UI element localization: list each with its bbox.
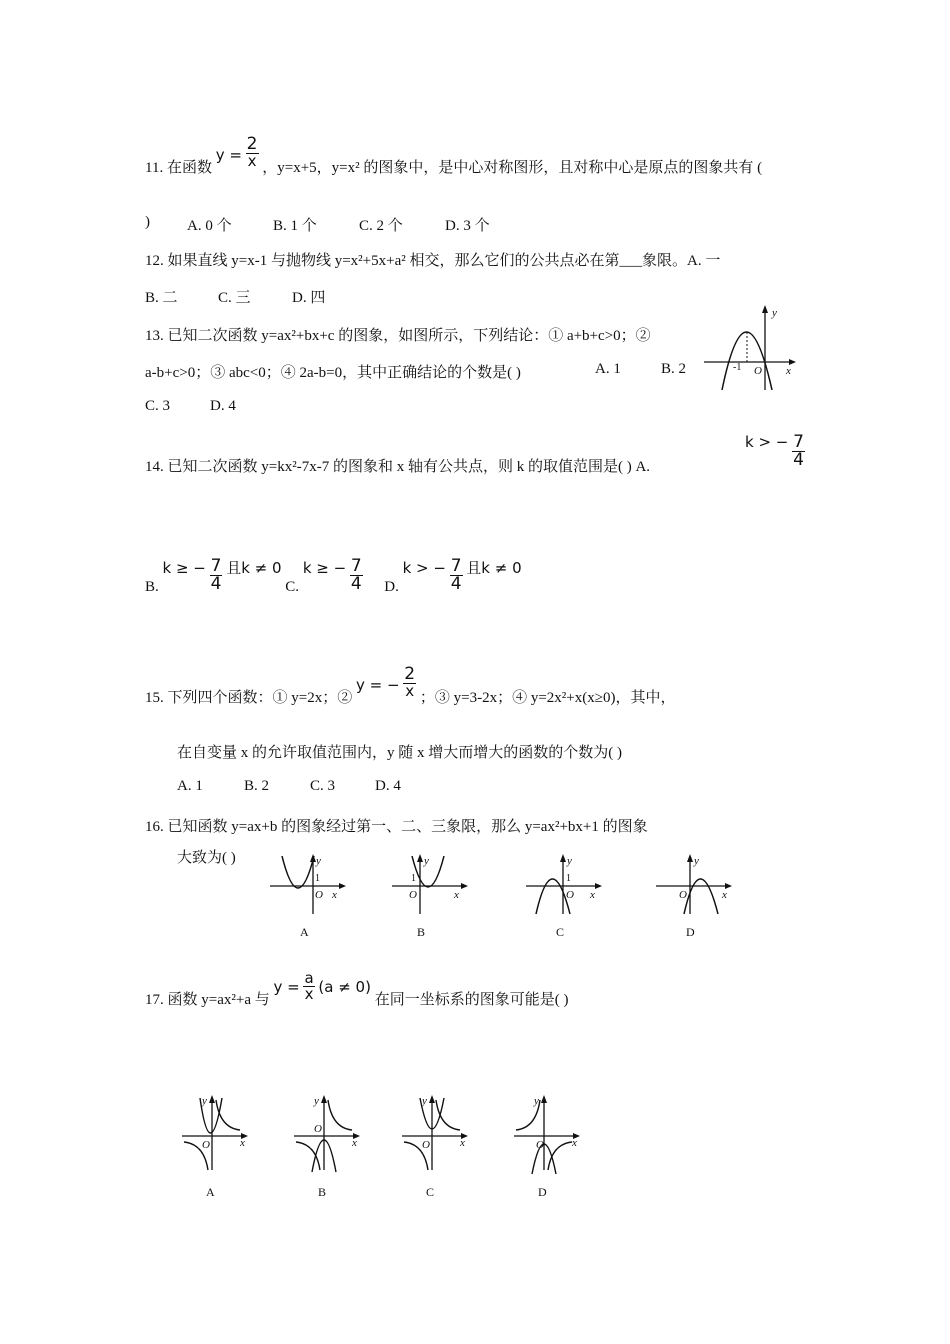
q13-line1: 13. 已知二次函数 y=ax²+bx+c 的图象，如图所示，下列结论：① a+b+c>0；② — [145, 328, 651, 344]
q14-c-frac-den: 4 — [350, 574, 362, 594]
q14-c-label: C. — [285, 578, 300, 595]
q17-eq-rhs: (a ≠ 0) — [318, 977, 371, 996]
q15-opt-d: D. 4 — [375, 778, 401, 794]
q16d-label: D — [686, 925, 695, 939]
q14-d-rhs: 且k ≠ 0 — [466, 558, 522, 577]
q16b-origin: O — [409, 889, 417, 901]
q16a-one: 1 — [315, 873, 320, 884]
q15-frac-den: x — [405, 682, 415, 700]
q13-text2: a-b+c>0；③ abc<0；④ 2a-b=0，其中正确结论的个数是( ) — [145, 365, 521, 381]
q17-graph-c — [400, 1090, 472, 1202]
q15-eq-lhs: y = − — [355, 675, 400, 694]
q16-graph-b — [390, 852, 470, 940]
q16c-y-label: y — [567, 855, 572, 867]
q15-fraction — [403, 666, 416, 699]
q11-close: ) — [145, 214, 150, 230]
q14-b-lhs: k ≥ − — [162, 558, 206, 577]
q13-y-label: y — [772, 307, 777, 319]
q11-line2 — [145, 214, 490, 234]
q17a-origin: O — [202, 1139, 210, 1151]
q17c-y-label: y — [422, 1095, 427, 1107]
q17-graph-d — [512, 1090, 584, 1202]
q14-text: 14. 已知二次函数 y=kx²-7x-7 的图象和 x 轴有公共点，则 k 的取值范围是( ) A. — [145, 459, 651, 475]
q17a-label: A — [206, 1185, 215, 1199]
q17-line1 — [145, 957, 569, 1008]
q13-line3 — [145, 398, 236, 415]
q16c-x-label: x — [590, 889, 595, 901]
q11-frac-den: x — [247, 152, 257, 170]
q14-line1 — [145, 455, 650, 476]
q16a-origin: O — [315, 889, 323, 901]
q12-opt-c: C. 三 — [218, 290, 251, 306]
q11-frac-num: 2 — [246, 134, 258, 154]
q15-opt-c: C. 3 — [310, 778, 336, 794]
q15-opt-a: A. 1 — [177, 778, 203, 794]
q13-neg1-label: -1 — [733, 362, 742, 373]
q17d-y-label: y — [534, 1095, 539, 1107]
q14-c-frac-num: 7 — [350, 556, 362, 576]
q15-line2: 在自变量 x 的允许取值范围内，y 随 x 增大而增大的函数的个数为( ) — [177, 745, 622, 761]
q13-origin-label: O — [754, 365, 762, 377]
q17a-y-label: y — [202, 1095, 207, 1107]
q13-graph — [700, 302, 800, 394]
q17b-origin: O — [314, 1123, 322, 1135]
q13-opt-c: C. 3 — [145, 398, 171, 414]
q17-prefix: 17. 函数 y=ax²+a 与 — [145, 991, 270, 1008]
q16c-label: C — [556, 925, 565, 939]
q16-graph-c — [524, 852, 604, 940]
q16c-origin: O — [566, 889, 574, 901]
q14-b-rhs: 且k ≠ 0 — [226, 558, 282, 577]
q12-opt-d: D. 四 — [292, 290, 326, 306]
q14-d-label: D. — [384, 578, 399, 595]
q17-eq-lhs: y = — [273, 977, 300, 996]
q16-line2: 大致为( ) — [177, 850, 236, 866]
q16a-y-label: y — [316, 855, 321, 867]
q11-fraction — [246, 136, 259, 169]
q11-suffix: ，y=x+5，y=x² 的图象中，是中心对称图形，且对称中心是原点的图象共有 ( — [262, 159, 763, 176]
q17b-label: B — [318, 1185, 327, 1199]
q16b-x-label: x — [454, 889, 459, 901]
q12-line1: 12. 如果直线 y=x-1 与抛物线 y=x²+5x+a² 相交，那么它们的公共点必在第___象限。A. 一 — [145, 253, 721, 269]
q17d-label: D — [538, 1185, 547, 1199]
q17c-origin: O — [422, 1139, 430, 1151]
q16b-y-label: y — [424, 855, 429, 867]
q17d-origin: O — [536, 1139, 544, 1151]
q16a-label: A — [300, 925, 309, 939]
q16d-x-label: x — [722, 889, 727, 901]
q16-graph-d — [654, 852, 734, 940]
q15-suffix: ；③ y=3-2x；④ y=2x²+x(x≥0)，其中， — [419, 689, 676, 706]
q11-prefix: 11. 在函数 — [145, 159, 212, 176]
q14-b-frac-num: 7 — [210, 556, 222, 576]
q14-d-lhs: k > − — [402, 558, 446, 577]
q14-a-lhs: k > − — [745, 432, 789, 451]
q13-opt-d: D. 4 — [210, 398, 236, 414]
q16-graph-a — [268, 852, 348, 940]
q11-opt-a: A. 0 个 — [187, 218, 232, 234]
q14-a-frac-num: 7 — [793, 432, 804, 452]
q14-a-frac-den: 4 — [793, 450, 804, 470]
q16a-x-label: x — [332, 889, 337, 901]
q17-frac-den: x — [304, 985, 314, 1003]
q17-graph-a — [180, 1090, 252, 1202]
q17c-label: C — [426, 1185, 435, 1199]
q14-b-frac-den: 4 — [210, 574, 222, 594]
q16d-origin: O — [679, 889, 687, 901]
q13-x-label: x — [786, 365, 791, 377]
q14-a-fraction — [792, 434, 805, 469]
q13-line2 — [145, 361, 687, 382]
q14-d-fraction — [450, 558, 463, 593]
q17-frac-num: a — [304, 969, 314, 987]
q14-b-label: B. — [145, 578, 159, 595]
q16b-label: B — [417, 925, 426, 939]
q11-eq-lhs: y = — [215, 145, 242, 164]
q14-d-frac-den: 4 — [450, 574, 462, 594]
q13-opt-a: A. 1 — [595, 361, 621, 377]
q12-opt-b: B. 二 — [145, 290, 178, 306]
q15-line3 — [177, 778, 401, 795]
q17d-x-label: x — [572, 1137, 577, 1149]
q14-option-a — [745, 430, 805, 470]
q14-d-frac-num: 7 — [450, 556, 462, 576]
q13-opt-b: B. 2 — [661, 361, 687, 377]
q16b-one: 1 — [411, 873, 416, 884]
q17a-x-label: x — [240, 1137, 245, 1149]
q11-opt-c: C. 2 个 — [359, 218, 403, 234]
q15-prefix: 15. 下列四个函数：① y=2x；② — [145, 689, 353, 706]
q11-line1 — [145, 124, 763, 176]
q16-line1: 16. 已知函数 y=ax+b 的图象经过第一、二、三象限，那么 y=ax²+bx+1 的图象 — [145, 819, 648, 835]
q15-opt-b: B. 2 — [244, 778, 270, 794]
q16c-one: 1 — [566, 873, 571, 884]
q17-fraction — [303, 971, 314, 1002]
q14-c-lhs: k ≥ − — [302, 558, 347, 577]
q16d-y-label: y — [694, 855, 699, 867]
q11-opt-d: D. 3 个 — [445, 218, 490, 234]
q11-opt-b: B. 1 个 — [273, 218, 317, 234]
q17b-y-label: y — [314, 1095, 319, 1107]
q15-line1 — [145, 654, 676, 706]
q14-b-fraction — [210, 558, 223, 593]
q17b-x-label: x — [352, 1137, 357, 1149]
q17-suffix: 在同一坐标系的图象可能是( ) — [374, 991, 569, 1008]
q17c-x-label: x — [460, 1137, 465, 1149]
q14-c-fraction — [350, 558, 363, 593]
q17-graph-b — [292, 1090, 364, 1202]
q12-line2 — [145, 286, 326, 307]
q14-line2 — [145, 542, 522, 595]
q15-frac-num: 2 — [404, 664, 416, 684]
